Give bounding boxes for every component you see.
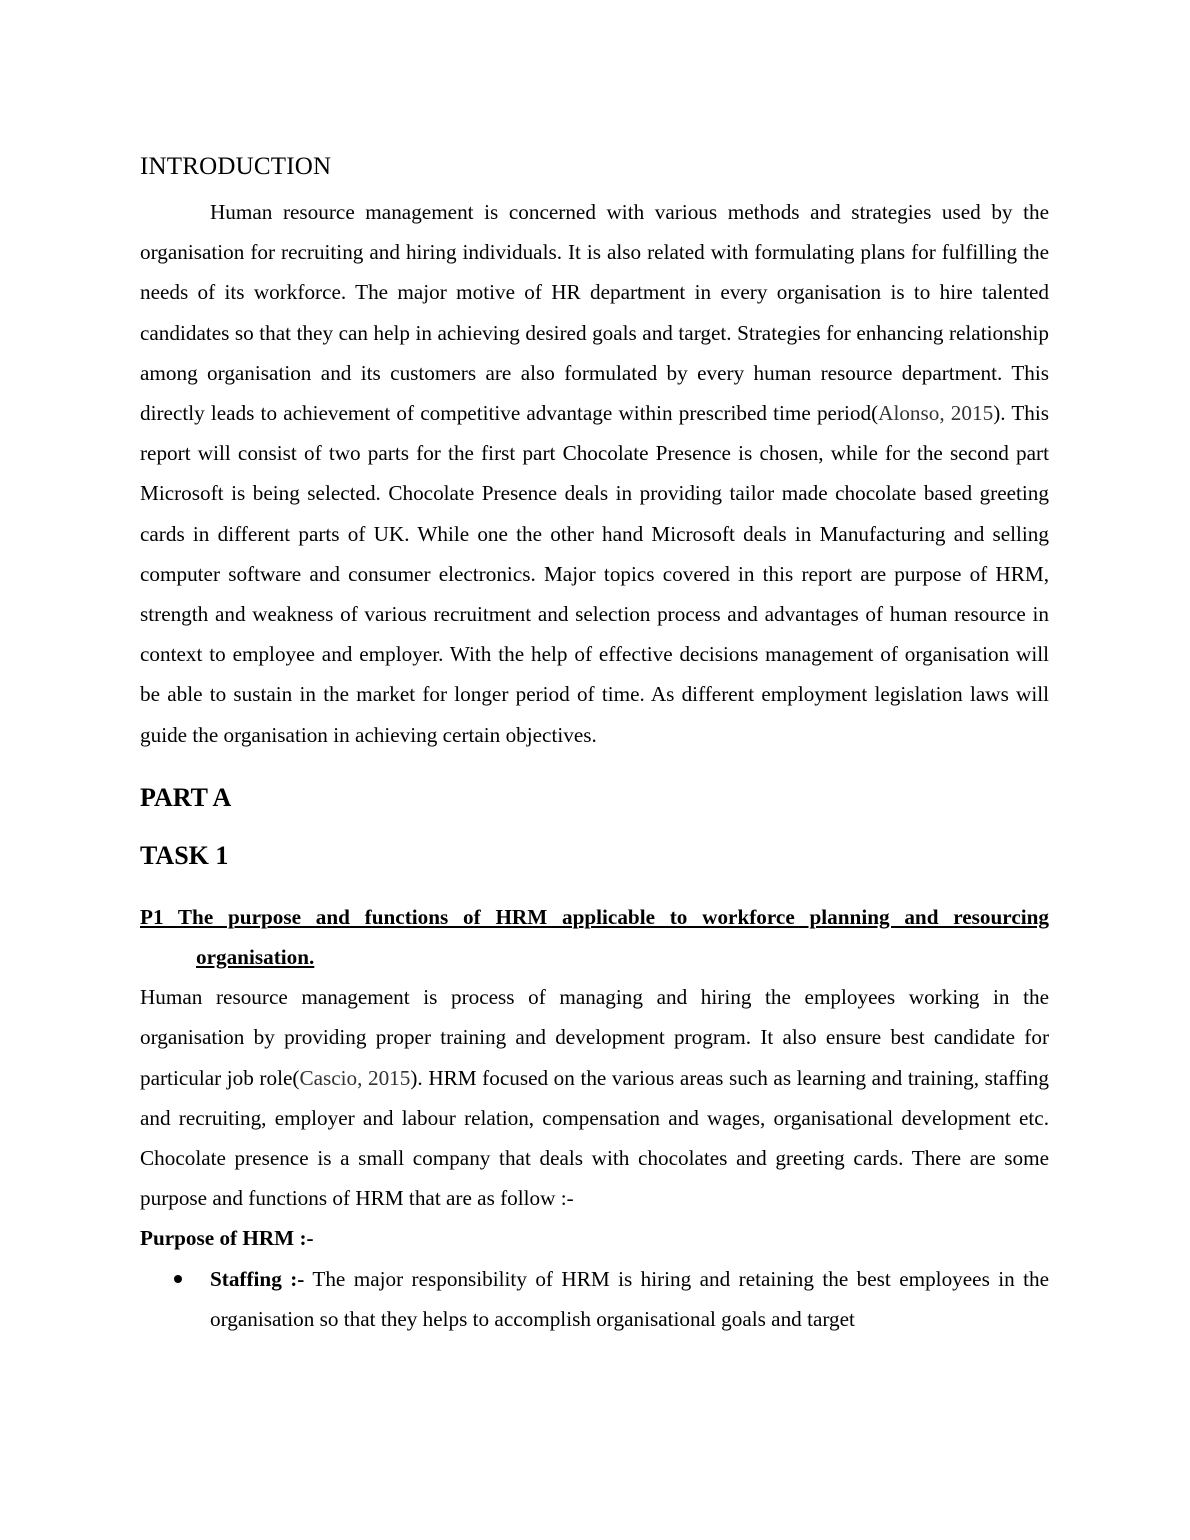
- introduction-heading: INTRODUCTION: [140, 153, 332, 180]
- document-page: [140, 148, 1049, 1339]
- p1-heading: P1 The purpose and functions of HRM applicable to workforce planning and resourcing organisation.: [140, 904, 1049, 970]
- bullet-icon: [174, 1275, 182, 1283]
- p1-citation: Cascio, 2015: [299, 1065, 411, 1090]
- task-1-heading: TASK 1: [140, 840, 229, 870]
- p1-paragraph: [140, 977, 1049, 1218]
- list-item-text: The major responsibility of HRM is hiring and retaining the best employees in the organisation so that they helps to accomplish organisational goals and target: [210, 1266, 1050, 1331]
- part-a-heading: PART A: [140, 782, 232, 812]
- introduction-citation: Alonso, 2015: [878, 401, 994, 426]
- purpose-list: [140, 1259, 1049, 1339]
- introduction-text-part2: ). This report will consist of two parts for the first part Chocolate Presence is chosen, while for the second part Microsoft is being selected. Chocolate Presence deals in providing tailor made chocolate based greeting cards in different parts of UK. While one the other hand Microsoft deals in Manufacturing and selling computer software and consumer electronics. Major topics covered in this report are purpose of HRM, strength and weakness of various recruitment and selection process and advantages of human resource in context to employee and employer. With the help of effective decisions management of organisation will be able to sustain in the market for longer period of time. As different employment legislation laws will guide the organisation in achieving certain objectives.: [140, 401, 1049, 747]
- list-item: [140, 1259, 1049, 1339]
- purpose-of-hrm-label: Purpose of HRM :-: [140, 1226, 314, 1251]
- introduction-text-part1: Human resource management is concerned with various methods and strategies used by the organisation for recruiting and hiring individuals. It is also related with formulating plans for fulfilling the needs of its workforce. The major motive of HR department in every organisation is to hire talented candidates so that they can help in achieving desired goals and target. Strategies for enhancing relationship among organisation and its customers are also formulated by every human resource department. This directly leads to achievement of competitive advantage within prescribed time period(: [140, 200, 1049, 426]
- p1-text-part1: Human resource management is process of managing and hiring the employees working in the organisation by providing proper training and development program. It also ensure best candidate for particular job role(: [140, 985, 1049, 1090]
- introduction-paragraph: [140, 192, 1049, 755]
- p1-text-part2: ). HRM focused on the various areas such as learning and training, staffing and recruiting, employer and labour relation, compensation and wages, organisational development etc. Chocolate presence is a small company that deals with chocolates and greeting cards. There are some purpose and functions of HRM that are as follow :-: [140, 1065, 1049, 1211]
- list-item-title: Staffing :-: [210, 1266, 305, 1291]
